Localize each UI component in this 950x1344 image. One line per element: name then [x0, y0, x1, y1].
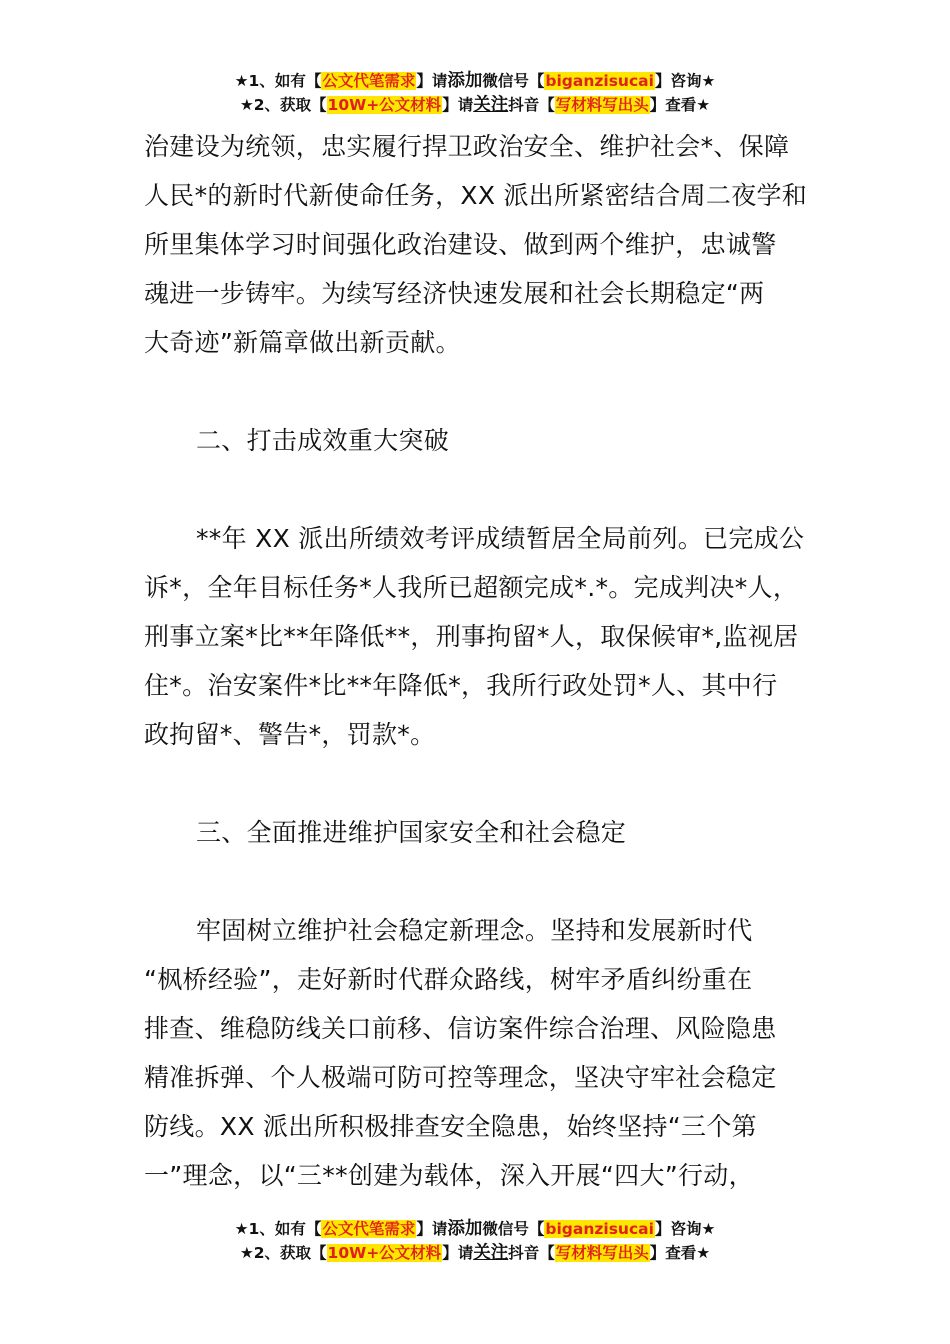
text-line: “枫桥经验”，走好新时代群众路线，树牢矛盾纠纷重在 [144, 965, 753, 994]
header-banner [0, 69, 950, 117]
banner-line-1 [0, 69, 950, 93]
banner-text: 抖音【 [508, 96, 555, 114]
banner-text: ★2、获取【 [239, 96, 327, 114]
text-line: 住*。治安案件*比**年降低*，我所行政处罚*人、其中行 [144, 671, 778, 700]
highlight-text: 10W+公文材料 [327, 1244, 442, 1262]
text-line: 大奇迹”新篇章做出新贡献。 [144, 328, 461, 357]
banner-text: 】请 [416, 1220, 448, 1238]
section-heading-3: 三、全面推进维护国家安全和社会稳定 [196, 818, 627, 847]
text-line: 魂进一步铸牢。为续写经济快速发展和社会长期稳定“两 [144, 279, 765, 308]
banner-text: 】查看★ [649, 96, 711, 114]
banner-line-2 [0, 1241, 950, 1265]
paragraph-3 [144, 906, 814, 1200]
keyword-text: 添加 [447, 71, 483, 91]
keyword-text: 关注 [473, 95, 509, 115]
wechat-id-highlight: biganzisucai [545, 1220, 654, 1238]
document-body [144, 122, 814, 1200]
douyin-id-highlight: 写材料写出头 [555, 1244, 649, 1262]
banner-text: 】咨询★ [654, 1220, 716, 1238]
paragraph-1 [144, 122, 814, 367]
text-line: 一”理念，以“三**创建为载体，深入开展“四大”行动， [144, 1161, 754, 1190]
highlight-text: 10W+公文材料 [327, 96, 442, 114]
footer-banner [0, 1217, 950, 1265]
banner-line-1 [0, 1217, 950, 1241]
keyword-text: 关注 [473, 1243, 509, 1263]
text-line: 精准拆弹、个人极端可防可控等理念，坚决守牢社会稳定 [144, 1063, 777, 1092]
banner-text: 微信号【 [482, 1220, 545, 1238]
douyin-id-highlight: 写材料写出头 [555, 96, 649, 114]
text-line: 人民*的新时代新使命任务，XX 派出所紧密结合周二夜学和 [144, 181, 808, 210]
highlight-text: 公文代笔需求 [322, 1220, 416, 1238]
paragraph-2 [144, 514, 814, 759]
wechat-id-highlight: biganzisucai [545, 72, 654, 90]
banner-text: 抖音【 [508, 1244, 555, 1262]
highlight-text: 公文代笔需求 [322, 72, 416, 90]
text-line: 治建设为统领，忠实履行捍卫政治安全、维护社会*、保障 [144, 132, 790, 161]
keyword-text: 添加 [447, 1219, 483, 1239]
banner-text: 】请 [416, 72, 448, 90]
text-line: **年 XX 派出所绩效考评成绩暂居全局前列。已完成公 [196, 524, 805, 553]
text-line: 诉*，全年目标任务*人我所已超额完成*.*。完成判决*人， [144, 573, 799, 602]
text-line: 防线。XX 派出所积极排查安全隐患，始终坚持“三个第 [144, 1112, 757, 1141]
banner-text: 】咨询★ [654, 72, 716, 90]
text-line: 排查、维稳防线关口前移、信访案件综合治理、风险隐患 [144, 1014, 777, 1043]
banner-text: 微信号【 [482, 72, 545, 90]
banner-text: 】请 [442, 96, 474, 114]
text-line: 刑事立案*比**年降低**，刑事拘留*人，取保候审*,监视居 [144, 622, 799, 651]
banner-text: ★2、获取【 [239, 1244, 327, 1262]
banner-text: ★1、如有【 [234, 1220, 322, 1238]
text-line: 牢固树立维护社会稳定新理念。坚持和发展新时代 [196, 916, 753, 945]
banner-line-2 [0, 93, 950, 117]
text-line: 所里集体学习时间强化政治建设、做到两个维护，忠诚警 [144, 230, 777, 259]
section-heading-2: 二、打击成效重大突破 [196, 426, 450, 455]
banner-text: ★1、如有【 [234, 72, 322, 90]
text-line: 政拘留*、警告*，罚款*。 [144, 720, 436, 749]
banner-text: 】请 [442, 1244, 474, 1262]
banner-text: 】查看★ [649, 1244, 711, 1262]
